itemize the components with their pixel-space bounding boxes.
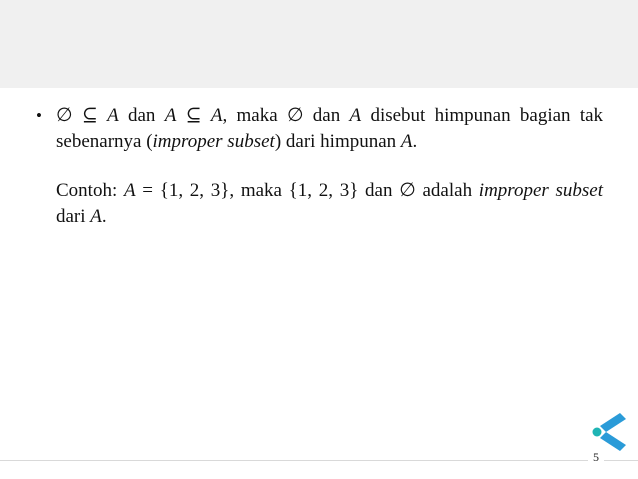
subset-symbol: ⊆	[81, 105, 98, 126]
text-adalah: adalah	[422, 180, 473, 201]
set-a: A	[210, 105, 223, 126]
improper-subset-term: improper subset	[152, 131, 275, 152]
header-band	[0, 0, 638, 88]
subset-symbol: ⊆	[185, 105, 202, 126]
page-number: 5	[588, 450, 604, 464]
empty-set-symbol: ∅	[286, 105, 304, 126]
period: .	[412, 131, 418, 152]
example-set-definition: = {1, 2, 3}, maka {1, 2, 3} dan	[142, 180, 393, 201]
publisher-logo-icon	[590, 411, 628, 453]
set-a: A	[107, 105, 119, 126]
example-paragraph	[56, 178, 603, 230]
set-a: A	[123, 180, 136, 201]
improper-subset-definition	[56, 103, 603, 155]
logo-bottom-chevron	[600, 432, 626, 451]
set-a: A	[349, 105, 362, 126]
bullet-dot: •	[36, 106, 42, 125]
set-a: A	[164, 105, 177, 126]
set-a: A	[400, 131, 413, 152]
empty-set-symbol: ∅	[56, 105, 73, 126]
footer-rule	[0, 460, 638, 461]
example-label: Contoh:	[56, 180, 118, 201]
text-dari: dari	[56, 206, 86, 227]
bullet-content	[56, 103, 603, 230]
conjunction-dan: dan	[312, 105, 341, 126]
improper-subset-term: improper subset	[478, 180, 604, 201]
bullet-item	[36, 103, 603, 230]
text-disebut: disebut himpunan bagian tak sebenarnya (	[56, 105, 604, 152]
paragraph-gap	[56, 155, 603, 178]
set-a: A	[90, 206, 102, 227]
slide-body	[36, 103, 603, 230]
logo-top-chevron	[600, 413, 626, 432]
empty-set-symbol: ∅	[399, 180, 416, 201]
period: .	[101, 206, 107, 227]
text-maka: , maka	[222, 105, 278, 126]
conjunction-dan: dan	[127, 105, 156, 126]
logo-dot	[593, 428, 602, 437]
text-dari-himpunan: ) dari himpunan	[274, 131, 397, 152]
